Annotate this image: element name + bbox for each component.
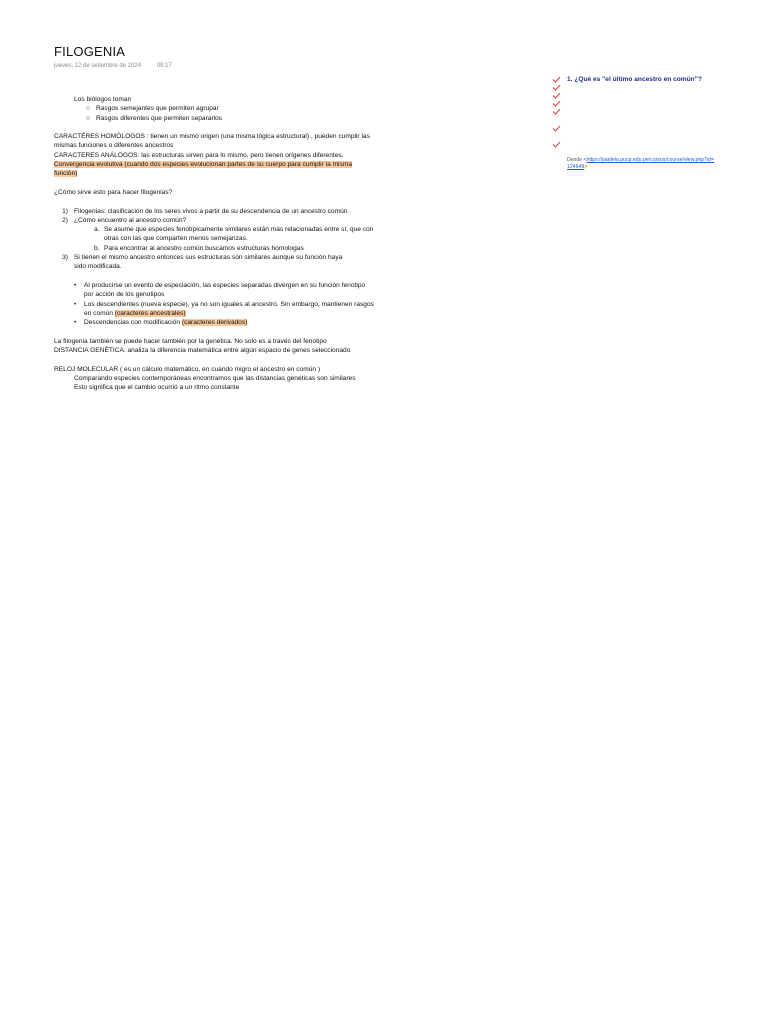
- convergencia-text: [54, 160, 414, 169]
- item-letter: a.: [94, 226, 100, 234]
- note-body[interactable]: [54, 95, 414, 393]
- convergencia-text-cont: [54, 169, 414, 178]
- item-text: otras con las que comparten menos semejanzas.: [104, 235, 248, 243]
- bullet-item-cont: [54, 290, 414, 299]
- bullet-text: [84, 318, 247, 327]
- numbered-item: [54, 207, 414, 216]
- item-text: Si tienen el mismo ancestro entonces sus estructuras son similares aunque su función haya: [74, 254, 343, 262]
- bullet-text: Los descendientes (nueva especie), ya no son iguales al ancestro. Sin embargo, mantienen rasgos: [84, 300, 374, 308]
- list-item-text: Rasgos diferentes que permiten separarlos: [96, 114, 223, 122]
- checkbox-icon[interactable]: [552, 84, 561, 91]
- page-title: FILOGENIA: [54, 44, 126, 59]
- highlight: (caracteres ancestrales): [114, 309, 186, 317]
- source-link-cont[interactable]: 124649: [567, 164, 585, 170]
- hollow-circle-bullet-icon: ○: [86, 105, 90, 113]
- homologos-text: CARACTÉRES HOMÓLOGOS : tienen un mismo origen (una misma lógica estructural) , pueden cumplir las: [54, 133, 370, 141]
- list-item: [54, 114, 414, 123]
- lettered-item: [54, 225, 414, 234]
- disc-bullet-icon: •: [74, 281, 77, 289]
- checkbox-icon[interactable]: [552, 100, 561, 107]
- item-number: 3): [62, 254, 68, 262]
- source-note: [567, 157, 757, 171]
- homologos-text-cont: mismas funciones o diferentes ancestros: [54, 142, 174, 150]
- question-text: ¿Cómo sirve esto para hacer filogenias?: [54, 188, 173, 196]
- numbered-item: [54, 216, 414, 225]
- item-letter: b.: [94, 244, 100, 252]
- intro-text: Los biólogos toman: [74, 96, 132, 103]
- item-text: sido modificada.: [74, 263, 122, 271]
- bullet-item-cont: [54, 309, 414, 318]
- reloj-text: RELOJ MOLECULAR ( es un cálculo matemático, en cuando migro el ancestro en común ): [54, 365, 321, 373]
- source-prefix: Desde <: [567, 157, 587, 163]
- page-meta: [54, 63, 172, 69]
- side-panel: [552, 76, 752, 148]
- checkbox-icon[interactable]: [552, 141, 561, 148]
- highlight: función): [54, 170, 78, 178]
- lettered-item: [54, 244, 414, 253]
- item-text: ¿Cómo encuentro al ancestro común?: [74, 216, 187, 224]
- genetica-text: La filogenia también se puede hacer también por la genética. No solo es a través del fenotipo: [54, 337, 327, 345]
- lettered-item-cont: [54, 234, 414, 243]
- list-item-text: Rasgos semejantes que permiten agrupar: [96, 105, 219, 113]
- checkbox-icon[interactable]: [552, 108, 561, 115]
- side-question: 1. ¿Qué es "el último ancestro en común"?: [567, 76, 702, 83]
- highlight: (caracteres derivados): [181, 319, 248, 327]
- source-link[interactable]: https://paideia.pucp.edu.pe/cursos/course/view.php?id=: [586, 157, 715, 163]
- checkbox-icon[interactable]: [552, 125, 561, 132]
- checkbox-icon[interactable]: [552, 92, 561, 99]
- bullet-text-plain: Descendencias con modificación: [84, 319, 182, 327]
- bullet-item: [54, 281, 414, 290]
- question-row: [552, 76, 752, 148]
- distancia-text: DISTANCIA GENÉTICA: analiza la diferencia matemática entre algún espacio de genes seleccionado: [54, 347, 351, 355]
- analogos-text: CARACTERES ANÁLOGOS: las estructuras sirven para lo mismo, pero tienen orígenes diferentes.: [54, 151, 344, 159]
- reloj-detail: Comparando especies contemporáneas encontramos que las distancias genéticas son similares: [74, 374, 356, 382]
- item-number: 2): [62, 216, 68, 224]
- page-time: 09:17: [156, 63, 172, 69]
- numbered-item-cont: [54, 262, 414, 271]
- hollow-circle-bullet-icon: ○: [86, 114, 90, 122]
- bullet-item: [54, 300, 414, 309]
- disc-bullet-icon: •: [74, 319, 77, 327]
- list-item: [54, 104, 414, 113]
- bullet-text-plain: en común: [84, 309, 115, 317]
- item-text: Se asume que especies fenotípicamente similares están más relacionadas entre sí, que con: [104, 226, 374, 234]
- bullet-item: [54, 318, 414, 327]
- bullet-text: Al producirse un evento de especiación, las especies separadas divergen en su función fenotipo: [84, 281, 366, 289]
- item-text: Para encontrar al ancestro común buscamos estructuras homologas: [104, 244, 304, 252]
- page-date: jueves, 12 de setiembre de 2024: [54, 63, 142, 69]
- source-suffix: >: [584, 164, 588, 170]
- reloj-detail: Esto significa que el cambio ocurrió a un ritmo constante: [74, 384, 240, 392]
- checkbox-icon[interactable]: [552, 76, 561, 83]
- bullet-text: por acción de los genotipos: [84, 291, 165, 299]
- highlight: Convergencia evolutiva (cuando dos especies evolucionan partes de su cuerpo para cumplir la misma: [54, 161, 352, 169]
- bullet-text: [84, 309, 186, 318]
- disc-bullet-icon: •: [74, 300, 77, 308]
- checkbox-group: [552, 76, 561, 148]
- numbered-item: [54, 253, 414, 262]
- item-text: Filogenias: clasificación de los seres vivos a partir de su descendencia de un ancestro común.: [74, 207, 350, 215]
- item-number: 1): [62, 207, 68, 215]
